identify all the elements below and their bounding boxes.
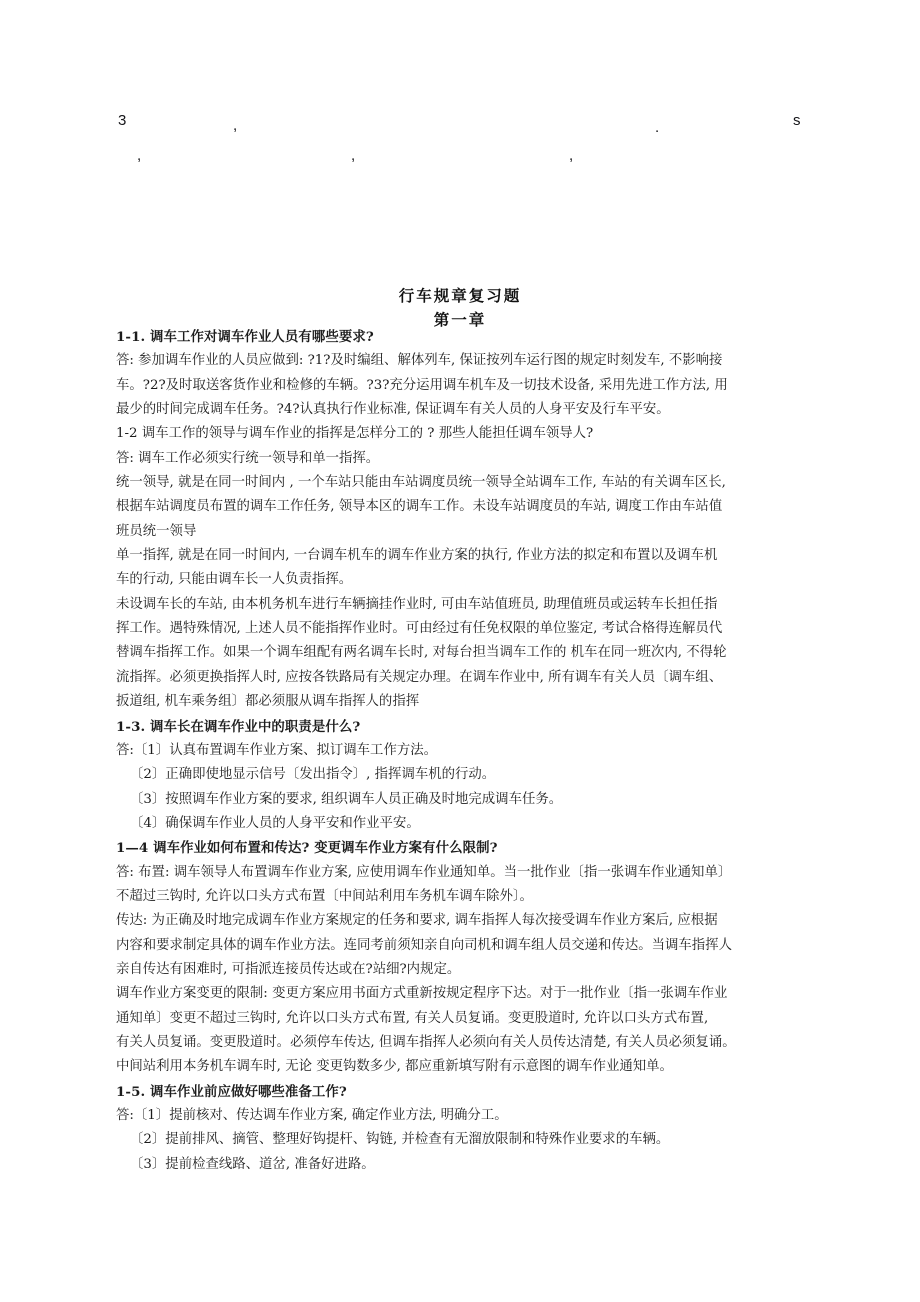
body-line: 未设调车长的车站, 由本机务机车进行车辆摘挂作业时, 可由车站值班员, 助理值班员或运转车长担任指	[116, 596, 718, 612]
header-fragment: .	[655, 119, 660, 136]
question-heading: 1—4 调车作业如何布置和传达? 变更调车作业方案有什么限制?	[116, 840, 498, 857]
body-line: 车。?2?及时取送客货作业和检修的车辆。?3?充分运用调车机车及一切技术设备, 采用先进工作方法, 用	[116, 377, 728, 393]
body-line: 不超过三钩时, 允许以口头方式布置〔中间站利用车务机车调车除外〕。	[116, 888, 533, 904]
body-line: 〔3〕按照调车作业方案的要求, 组织调车人员正确及时地完成调车任务。	[130, 791, 563, 807]
body-line: 统一领导, 就是在同一时间内 , 一个车站只能由车站调度员统一领导全站调车工作, 车站的有关调车区长,	[116, 475, 726, 491]
header-fragment: ,	[137, 147, 142, 164]
body-line: 扳道组, 机车乘务组〕都必须服从调车指挥人的指挥	[116, 694, 420, 710]
document-chapter-heading: 第一章	[433, 310, 487, 329]
header-fragment: ,	[351, 147, 356, 164]
body-line: 1-2 调车工作的领导与调车作业的指挥是怎样分工的 ? 那些人能担任调车领导人?	[116, 426, 594, 442]
question-heading: 1-1. 调车工作对调车作业人员有哪些要求?	[116, 329, 374, 345]
body-line: 单一指挥, 就是在同一时间内, 一台调车机车的调车作业方案的执行, 作业方法的拟定和布置以及调车机	[116, 548, 718, 564]
body-line: 内容和要求制定具体的调车作业方法。连同考前须知亲自向司机和调车组人员交递和传达。当调车指挥人	[116, 937, 732, 953]
body-line: 传达: 为正确及时地完成调车作业方案规定的任务和要求, 调车指挥人每次接受调车作业方案后, 应根据	[116, 913, 718, 929]
body-line: 车的行动, 只能由调车长一人负责指挥。	[116, 572, 353, 588]
body-line: 〔3〕提前检查线路、道岔, 准备好进路。	[130, 1156, 375, 1172]
body-line: 答: 布置: 调车领导人布置调车作业方案, 应使用调车作业通知单。当一批作业〔指一张调车作业通知单〕	[116, 864, 732, 880]
body-line: 调车作业方案变更的限制: 变更方案应用书面方式重新按规定程序下达。对于一批作业〔指一张调车作业	[116, 986, 728, 1002]
body-line: 〔4〕确保调车作业人员的人身平安和作业平安。	[130, 815, 420, 831]
body-line: 亲自传达有困难时, 可指派连接员传达或在?站细?内规定。	[116, 961, 461, 977]
body-line: 最少的时间完成调车任务。?4?认真执行作业标准, 保证调车有关人员的人身平安及行车平安。	[116, 402, 670, 418]
body-line: 有关人员复诵。变更股道时。必须停车传达, 但调车指挥人必须向有关人员传达清楚, 有关人员必须复诵。	[116, 1034, 736, 1050]
body-line: 根据车站调度员布置的调车工作任务, 领导本区的调车工作。未设车站调度员的车站, 调度工作由车站值	[116, 499, 723, 515]
body-line: 答:〔1〕提前核对、传达调车作业方案, 确定作业方法, 明确分工。	[116, 1108, 508, 1123]
body-line: 通知单〕变更不超过三钩时, 允许以口头方式布置, 有关人员复诵。变更股道时, 允许以口头方式布置,	[116, 1010, 709, 1026]
header-fragment: ,	[233, 117, 238, 134]
body-line: 〔2〕正确即使地显示信号〔发出指令〕, 指挥调车机的行动。	[130, 767, 496, 783]
header-fragment: 3	[118, 112, 127, 129]
question-heading: 1-3. 调车长在调车作业中的职责是什么?	[116, 718, 361, 735]
header-fragment: ,	[569, 147, 574, 164]
body-line: 挥工作。遇特殊情况, 上述人员不能指挥作业时。可由经过有任免权限的单位鉴定, 考试合格得连解员代	[116, 621, 723, 637]
body-line: 流指挥。必须更换指挥人时, 应按各铁路局有关规定办理。在调车作业中, 所有调车有关人员〔调车组、	[116, 669, 723, 685]
body-line: 班员统一领导	[116, 523, 197, 539]
body-line: 答: 调车工作必须实行统一领导和单一指挥。	[116, 450, 380, 466]
document-title: 行车规章复习题	[398, 286, 522, 305]
body-line: 中间站利用本务机车调车时, 无论 变更钩数多少, 都应重新填写附有示意图的调车作业通知单。	[116, 1059, 673, 1075]
body-line: 替调车指挥工作。如果一个调车组配有两名调车长时, 对每台担当调车工作的 机车在同一班次内, 不得轮	[116, 645, 727, 661]
body-line: 〔2〕提前排风、摘管、整理好钩提杆、钩链, 并检查有无溜放限制和特殊作业要求的车辆。	[130, 1132, 670, 1148]
body-line: 答:〔1〕认真布置调车作业方案、拟订调车工作方法。	[116, 742, 438, 758]
body-line: 答: 参加调车作业的人员应做到: ?1?及时编组、解体列车, 保证按列车运行图的规定时刻发车, 不影响接	[116, 353, 723, 369]
document-body	[116, 325, 808, 1177]
header-fragment: s	[793, 112, 801, 129]
question-heading: 1-5. 调车作业前应做好哪些准备工作?	[116, 1083, 347, 1100]
